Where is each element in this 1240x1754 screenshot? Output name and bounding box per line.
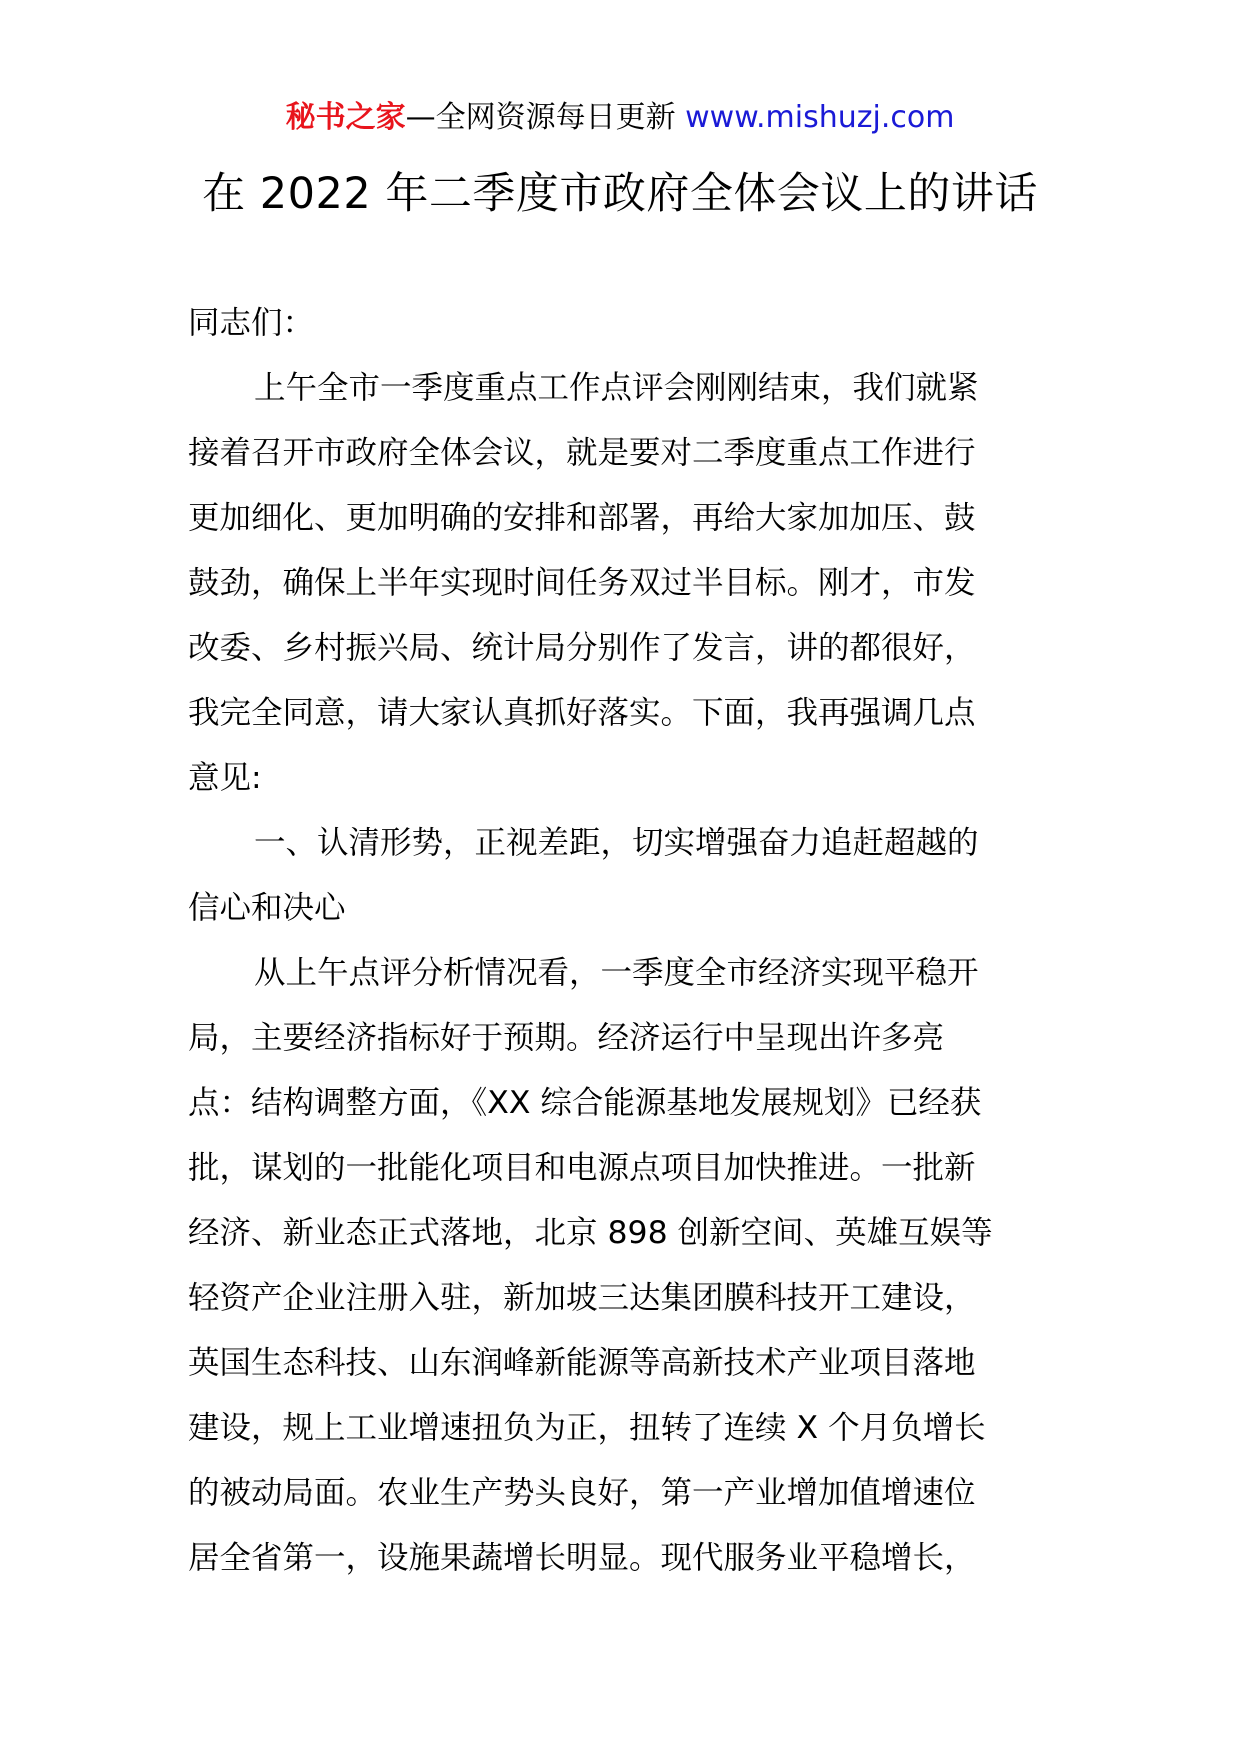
document-title: 在 2022 年二季度市政府全体会议上的讲话 bbox=[202, 169, 1038, 219]
paragraph-line: 我完全同意，请大家认真抓好落实。下面，我再强调几点 bbox=[188, 695, 976, 731]
paragraph-line: 上午全市一季度重点工作点评会刚刚结束，我们就紧 bbox=[254, 370, 979, 406]
salutation: 同志们： bbox=[188, 305, 315, 341]
site-header bbox=[0, 98, 1240, 138]
document-body bbox=[188, 291, 1056, 1591]
paragraph-line: 居全省第一，设施果蔬增长明显。现代服务业平稳增长， bbox=[188, 1540, 976, 1576]
section-heading-line: 信心和决心 bbox=[188, 890, 346, 926]
paragraph-line: 改委、乡村振兴局、统计局分别作了发言，讲的都很好， bbox=[188, 630, 976, 666]
paragraph-line: 更加细化、更加明确的安排和部署，再给大家加加压、鼓 bbox=[188, 500, 976, 536]
paragraph-line: 意见: bbox=[188, 760, 262, 796]
paragraph-line: 的被动局面。农业生产势头良好，第一产业增加值增速位 bbox=[188, 1475, 976, 1511]
paragraph-line: 从上午点评分析情况看，一季度全市经济实现平稳开 bbox=[254, 955, 979, 991]
paragraph-line: 鼓劲，确保上半年实现时间任务双过半目标。刚才，市发 bbox=[188, 565, 976, 601]
paragraph-line: 英国生态科技、山东润峰新能源等高新技术产业项目落地 bbox=[188, 1345, 976, 1381]
paragraph-line: 轻资产企业注册入驻，新加坡三达集团膜科技开工建设， bbox=[188, 1280, 976, 1316]
site-slogan: —全网资源每日更新 bbox=[405, 100, 686, 135]
paragraph-line: 经济、新业态正式落地，北京 898 创新空间、英雄互娱等 bbox=[188, 1215, 993, 1251]
paragraph-line: 点：结构调整方面，《XX 综合能源基地发展规划》已经获 bbox=[188, 1085, 982, 1121]
paragraph-line: 批，谋划的一批能化项目和电源点项目加快推进。一批新 bbox=[188, 1150, 976, 1186]
site-brand: 秘书之家 bbox=[285, 100, 406, 135]
site-url-link[interactable]: www.mishuzj.com bbox=[685, 100, 955, 135]
paragraph-line: 局，主要经济指标好于预期。经济运行中呈现出许多亮 bbox=[188, 1020, 945, 1056]
section-heading-line: 一、认清形势，正视差距，切实增强奋力追赶超越的 bbox=[254, 825, 979, 861]
paragraph-line: 建设，规上工业增速扭负为正，扭转了连续 X 个月负增长 bbox=[188, 1410, 986, 1446]
paragraph-line: 接着召开市政府全体会议，就是要对二季度重点工作进行 bbox=[188, 435, 976, 471]
